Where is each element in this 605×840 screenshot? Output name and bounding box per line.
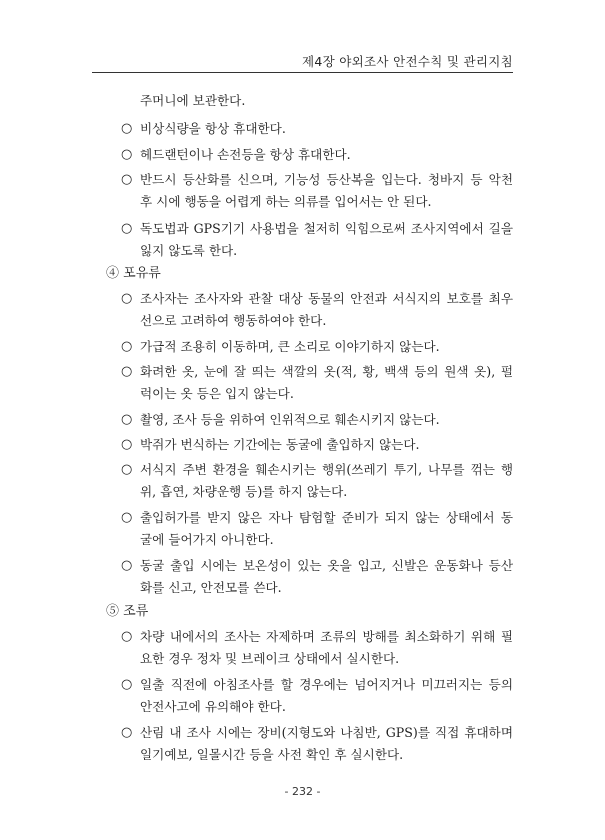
text-line: 헤드랜턴이나 손전등을 항상 휴대한다. — [140, 147, 351, 162]
bullet-circle: ○ — [121, 725, 133, 740]
text-line: 가급적 조용히 이동하며, 큰 소리로 이야기하지 않는다. — [140, 339, 440, 354]
text-line: 출입허가를 받지 않은 자나 탐험할 준비가 되지 않는 상태에서 동 — [140, 510, 513, 525]
text-line: 반드시 등산화를 신으며, 기능성 등산복을 입는다. 청바지 등 악천 — [140, 172, 513, 187]
text-line: 잃지 않도록 한다. — [140, 243, 238, 258]
text-line: 안전사고에 유의해야 한다. — [140, 699, 286, 714]
text-line: 차량 내에서의 조사는 자제하며 조류의 방해를 최소화하기 위해 필 — [140, 629, 513, 644]
text-line: 박쥐가 번식하는 기간에는 동굴에 출입하지 않는다. — [140, 437, 420, 452]
running-header — [92, 52, 513, 73]
text-line: 선으로 고려하여 행동하여야 한다. — [140, 313, 327, 328]
text-line: 산림 내 조사 시에는 장비(지형도와 나침반, GPS)를 직접 휴대하며 — [140, 725, 513, 740]
bullet-circle: ○ — [121, 121, 133, 136]
text-line: 비상식량을 항상 휴대한다. — [140, 121, 286, 136]
bullet-circle: ○ — [121, 462, 133, 477]
text-line: 일기예보, 일몰시간 등을 사전 확인 후 실시한다. — [140, 747, 404, 762]
text-line: 화를 신고, 안전모를 쓴다. — [140, 580, 282, 595]
text-line: 위, 흡연, 차량운행 등)를 하지 않는다. — [140, 484, 348, 499]
bullet-circle: ○ — [121, 291, 133, 306]
bullet-circle: ○ — [121, 339, 133, 354]
chapter-title: 제4장 야외조사 안전수칙 및 관리지침 — [302, 54, 513, 69]
bullet-circle: ○ — [121, 412, 133, 427]
bullet-circle: ○ — [121, 677, 133, 692]
bullet-circle: ○ — [121, 221, 133, 236]
text-line: 요한 경우 정차 및 브레이크 상태에서 실시한다. — [140, 651, 400, 666]
text-line: 동굴 출입 시에는 보온성이 있는 옷을 입고, 신발은 운동화나 등산 — [140, 558, 513, 573]
text-line: 화려한 옷, 눈에 잘 띄는 색깔의 옷(적, 황, 백색 등의 원색 옷), 펄 — [140, 364, 513, 379]
text-line: 후 시에 행동을 어렵게 하는 의류를 입어서는 안 된다. — [140, 194, 432, 209]
text-line: 촬영, 조사 등을 위하여 인위적으로 훼손시키지 않는다. — [140, 412, 440, 427]
text-line: 주머니에 보관한다. — [140, 93, 246, 108]
text-line: 독도법과 GPS기기 사용법을 철저히 익힘으로써 조사지역에서 길을 — [140, 221, 513, 236]
text-line: 조사자는 조사자와 관찰 대상 동물의 안전과 서식지의 보호를 최우 — [140, 291, 513, 306]
section-heading-mammals: ④ 포유류 — [106, 266, 161, 281]
bullet-circle: ○ — [121, 629, 133, 644]
page-number: - 232 - — [284, 785, 321, 798]
text-line: 서식지 주변 환경을 훼손시키는 행위(쓰레기 투기, 나무를 꺾는 행 — [140, 462, 513, 477]
bullet-circle: ○ — [121, 510, 133, 525]
bullet-circle: ○ — [121, 172, 133, 187]
text-line: 일출 직전에 아침조사를 할 경우에는 넘어지거나 미끄러지는 등의 — [140, 677, 513, 692]
bullet-circle: ○ — [121, 558, 133, 573]
text-line: 럭이는 옷 등은 입지 않는다. — [140, 386, 294, 401]
bullet-circle: ○ — [121, 437, 133, 452]
section-heading-birds: ⑤ 조류 — [106, 604, 149, 619]
text-line: 굴에 들어가지 아니한다. — [140, 532, 274, 547]
bullet-circle: ○ — [121, 147, 133, 162]
bullet-circle: ○ — [121, 364, 133, 379]
